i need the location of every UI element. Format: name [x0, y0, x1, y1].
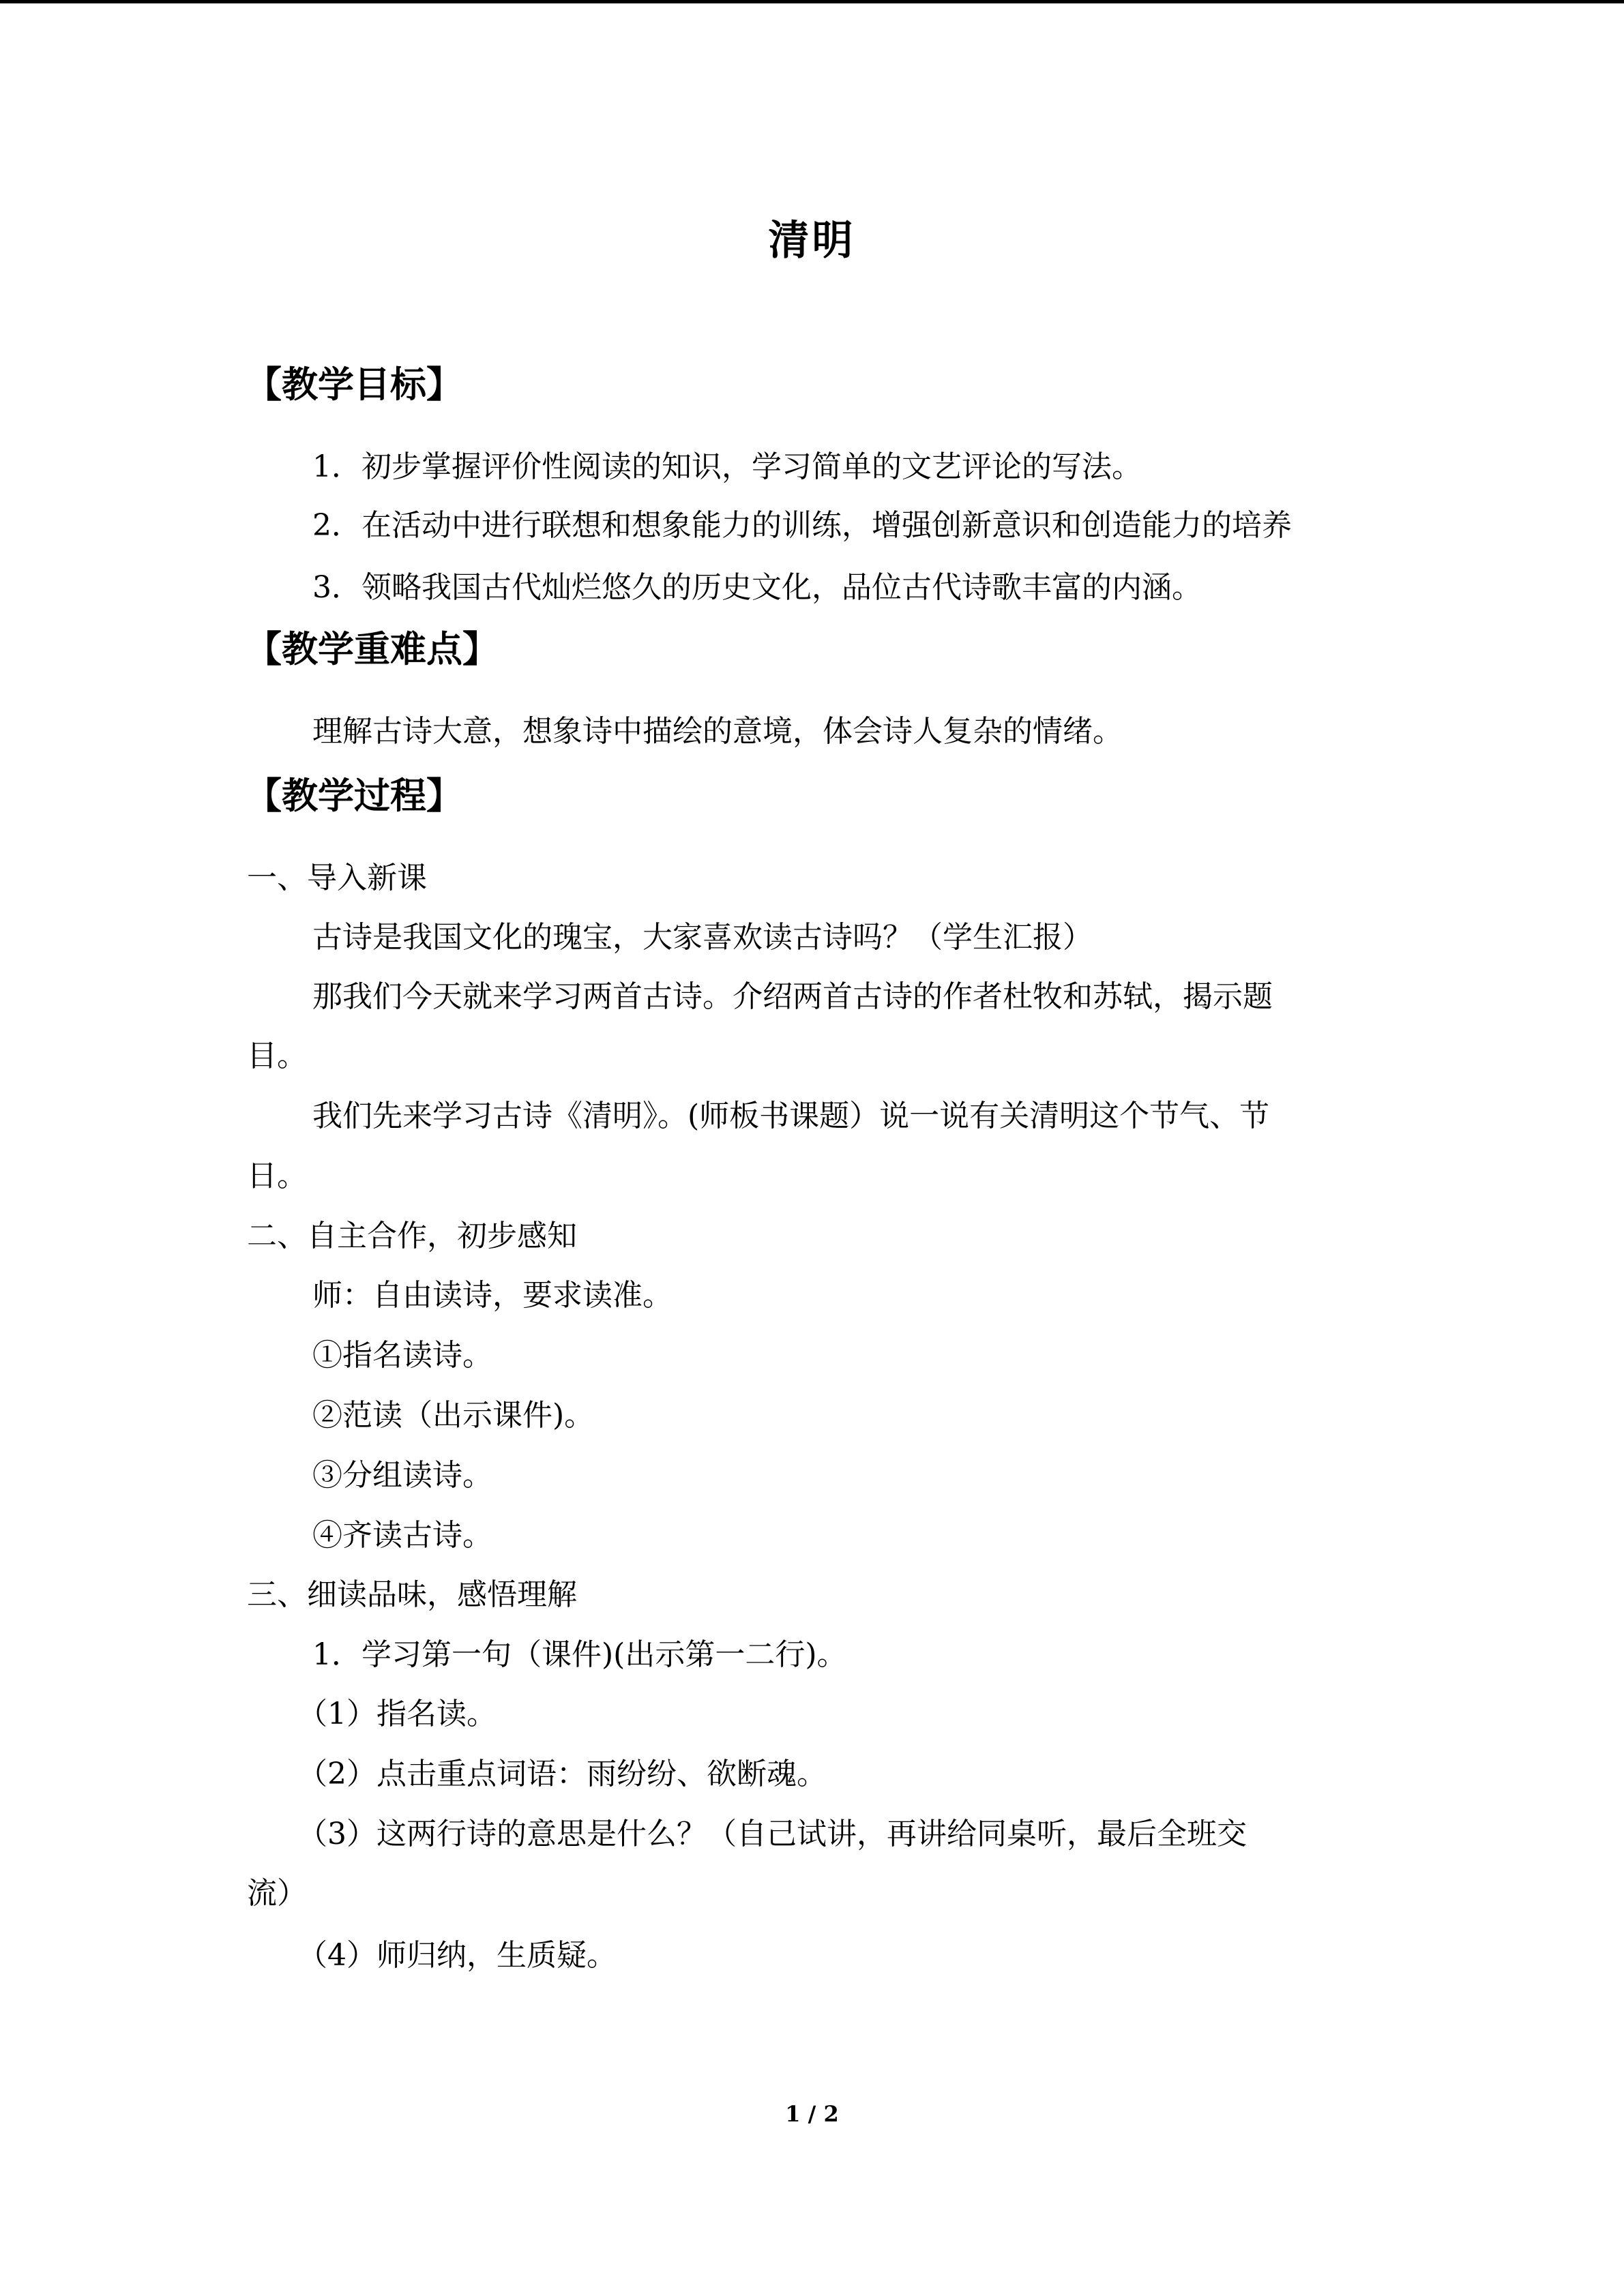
process-part1-heading: 一、导入新课: [247, 861, 427, 895]
process-part2-line: ①指名读诗。: [312, 1338, 492, 1373]
process-part3-line: （3）这两行诗的意思是什么？（自己试讲，再讲给同桌听，最后全班交: [297, 1817, 1247, 1851]
page-number: 1 / 2: [785, 2101, 839, 2127]
process-part1-line: 目。: [247, 1039, 307, 1073]
process-part2-heading: 二、自主合作，初步感知: [247, 1219, 577, 1253]
process-part2-line: ②范读（出示课件)。: [312, 1398, 595, 1433]
process-part1-line: 我们先来学习古诗《清明》。(师板书课题）说一说有关清明这个节气、节: [312, 1099, 1270, 1133]
key-points-text: 理解古诗大意，想象诗中描绘的意境，体会诗人复杂的情绪。: [312, 714, 1123, 749]
key-points-heading: 【教学重难点】: [246, 628, 499, 670]
process-part2-line: ③分组读诗。: [312, 1458, 492, 1493]
process-part3-line: 1．学习第一句（课件)(出示第一二行)。: [312, 1637, 847, 1672]
process-part3-line: （1）指名读。: [297, 1697, 497, 1731]
objective-item-3: 3．领略我国古代灿烂悠久的历史文化，品位古代诗歌丰富的内涵。: [312, 570, 1202, 605]
process-part3-line: 流）: [247, 1876, 307, 1911]
top-border-line: [0, 0, 1624, 3]
page-title: 清明: [768, 217, 856, 265]
objective-item-1: 1．初步掌握评价性阅读的知识，学习简单的文艺评论的写法。: [312, 449, 1142, 484]
process-part1-line: 古诗是我国文化的瑰宝，大家喜欢读古诗吗？（学生汇报）: [312, 920, 1093, 955]
objective-item-2: 2．在活动中进行联想和想象能力的训练，增强创新意识和创造能力的培养: [312, 508, 1292, 543]
process-part2-line: 师：自由读诗，要求读准。: [312, 1278, 673, 1313]
process-part1-line: 那我们今天就来学习两首古诗。介绍两首古诗的作者杜牧和苏轼，揭示题: [312, 979, 1273, 1014]
process-part3-line: （4）师归纳，生质疑。: [297, 1938, 617, 1973]
process-part3-line: （2）点击重点词语：雨纷纷、欲断魂。: [297, 1757, 827, 1791]
process-part3-heading: 三、细读品味，感悟理解: [247, 1577, 577, 1612]
process-part2-line: ④齐读古诗。: [312, 1518, 492, 1553]
objectives-heading: 【教学目标】: [246, 363, 462, 406]
process-part1-line: 日。: [247, 1159, 307, 1193]
process-heading: 【教学过程】: [246, 775, 462, 817]
